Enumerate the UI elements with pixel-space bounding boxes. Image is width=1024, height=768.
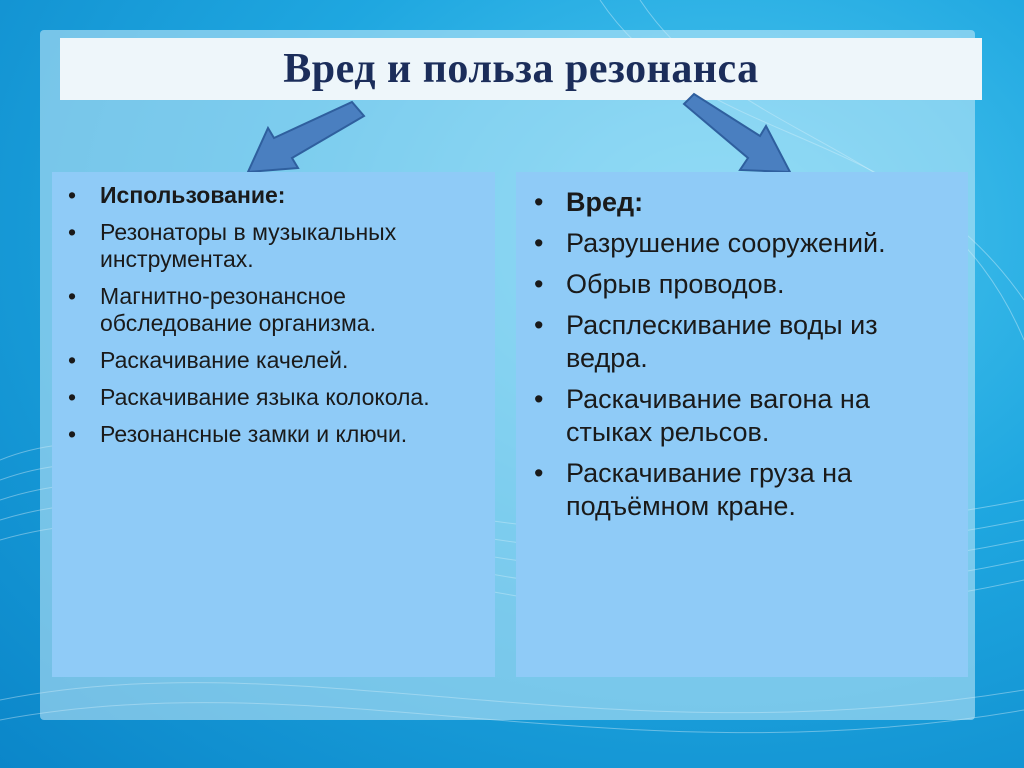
usage-list xyxy=(68,182,475,448)
list-item-text: Резонаторы в музыкальных инструментах. xyxy=(100,219,397,272)
arrow-down-left-icon xyxy=(240,96,370,180)
list-item-text: Раскачивание качелей. xyxy=(100,347,349,373)
list-item xyxy=(68,384,475,411)
slide-title: Вред и польза резонанса xyxy=(283,46,759,92)
list-item xyxy=(68,347,475,374)
bullet-icon: • xyxy=(68,347,77,373)
bullet-icon: • xyxy=(534,228,544,258)
bullet-icon: • xyxy=(534,310,544,340)
list-item-text: Раскачивание груза на подъёмном кране. xyxy=(566,458,853,521)
bullet-icon: • xyxy=(68,182,77,208)
list-item-text: Разрушение сооружений. xyxy=(566,228,886,258)
bullet-icon: • xyxy=(534,187,544,217)
bullet-icon: • xyxy=(534,384,544,414)
list-item xyxy=(534,383,952,449)
list-item xyxy=(534,227,952,260)
list-item-text: Расплескивание воды из ведра. xyxy=(566,310,878,373)
list-item xyxy=(534,457,952,523)
bullet-icon: • xyxy=(68,219,77,245)
list-item xyxy=(534,268,952,301)
list-item-text: Резонансные замки и ключи. xyxy=(100,421,408,447)
list-item xyxy=(68,283,475,337)
usage-heading: Использование: xyxy=(100,182,286,208)
list-item xyxy=(534,186,952,219)
bullet-icon: • xyxy=(534,458,544,488)
bullet-icon: • xyxy=(68,384,77,410)
bullet-icon: • xyxy=(534,269,544,299)
list-item-text: Раскачивание вагона на стыках рельсов. xyxy=(566,384,870,447)
usage-panel xyxy=(52,172,495,677)
list-item-text: Раскачивание языка колокола. xyxy=(100,384,430,410)
list-item xyxy=(534,309,952,375)
arrow-down-right-icon xyxy=(676,92,800,178)
title-bar xyxy=(60,38,982,100)
list-item-text: Обрыв проводов. xyxy=(566,269,785,299)
list-item-text: Магнитно-резонансное обследование организма. xyxy=(100,283,376,336)
harm-list xyxy=(534,186,952,523)
harm-heading: Вред: xyxy=(566,187,644,217)
list-item xyxy=(68,421,475,448)
list-item xyxy=(68,182,475,209)
bullet-icon: • xyxy=(68,283,77,309)
bullet-icon: • xyxy=(68,421,77,447)
harm-panel xyxy=(516,172,968,677)
list-item xyxy=(68,219,475,273)
